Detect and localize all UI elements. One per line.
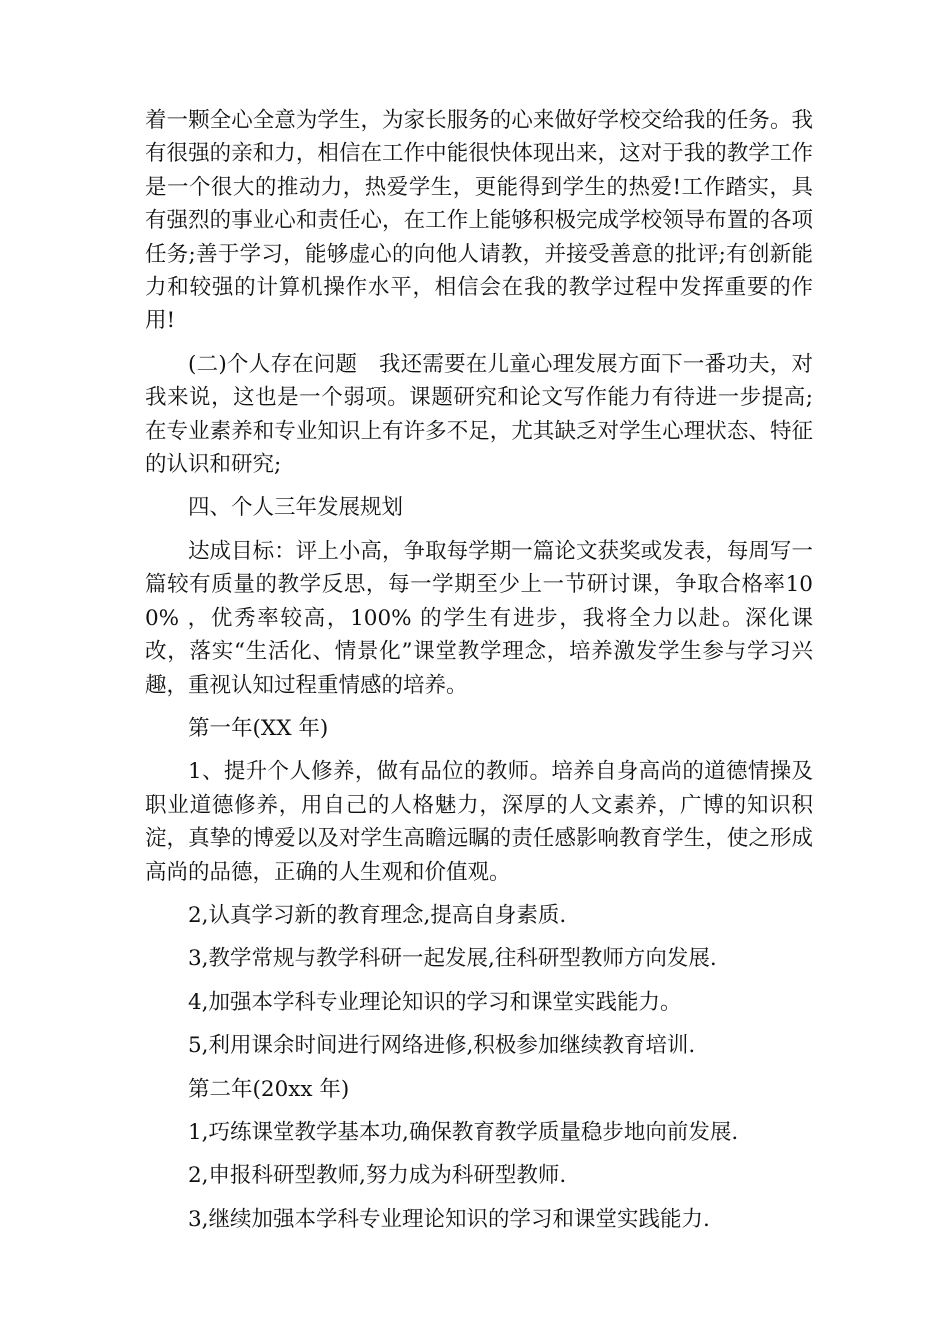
list-item-year1-1: 1、提升个人修养，做有品位的教师。培养自身高尚的道德情操及职业道德修养，用自己的人格魅力，深厚的人文素养，广博的知识积淀，真挚的博爱以及对学生高瞻远瞩的责任感影响教育学生，使之形成高尚的品德，正确的人生观和价值观。 — [145, 759, 813, 885]
list-item-year1-3: 3,教学常规与教学科研一起发展,往科研型教师方向发展. — [188, 946, 717, 972]
paragraph-teacher-strengths: 着一颗全心全意为学生，为家长服务的心来做好学校交给我的任务。我有很强的亲和力，相信在工作中能很快体现出来，这对于我的教学工作是一个很大的推动力，热爱学生，更能得到学生的热爱!工作踏实，具有强烈的事业心和责任心，在工作上能够积极完成学校领导布置的各项任务;善于学习，能够虚心的向他人请教，并接受善意的批评;有创新能力和较强的计算机操作水平，相信会在我的教学过程中发挥重要的作用! — [145, 108, 813, 334]
list-item-year2-3: 3,继续加强本学科专业理论知识的学习和课堂实践能力. — [188, 1206, 710, 1232]
document-page — [145, 104, 813, 1246]
paragraph-goals: 达成目标：评上小高，争取每学期一篇论文获奖或发表，每周写一篇较有质量的教学反思，每一学期至少上一节研讨课，争取合格率100% ，优秀率较高，100% 的学生有进步，我将全力以赴。深化课改，落实“生活化、情景化”课堂教学理念，培养激发学生参与学习兴趣，重视认知过程重情感的培养。 — [145, 538, 813, 698]
list-item-year2-1: 1,巧练课堂教学基本功,确保教育教学质量稳步地向前发展. — [188, 1119, 739, 1145]
list-item-year2-2: 2,申报科研型教师,努力成为科研型教师. — [188, 1163, 567, 1189]
list-item-year1-4: 4,加强本学科专业理论知识的学习和课堂实践能力。 — [188, 989, 682, 1015]
subheading-first-year: 第一年(XX 年) — [188, 715, 329, 741]
list-item-year1-5: 5,利用课余时间进行网络进修,积极参加继续教育培训. — [188, 1033, 696, 1059]
list-item-year1-2: 2,认真学习新的教育理念,提高自身素质. — [188, 902, 567, 928]
subheading-second-year: 第二年(20xx 年) — [188, 1076, 350, 1102]
section-heading-three-year-plan: 四、个人三年发展规划 — [188, 495, 404, 521]
paragraph-personal-problems: (二)个人存在问题 我还需要在儿童心理发展方面下一番功夫，对我来说，这也是一个弱项。课题研究和论文写作能力有待进一步提高;在专业素养和专业知识上有许多不足，尤其缺乏对学生心理状态、特征的认识和研究; — [145, 351, 813, 478]
